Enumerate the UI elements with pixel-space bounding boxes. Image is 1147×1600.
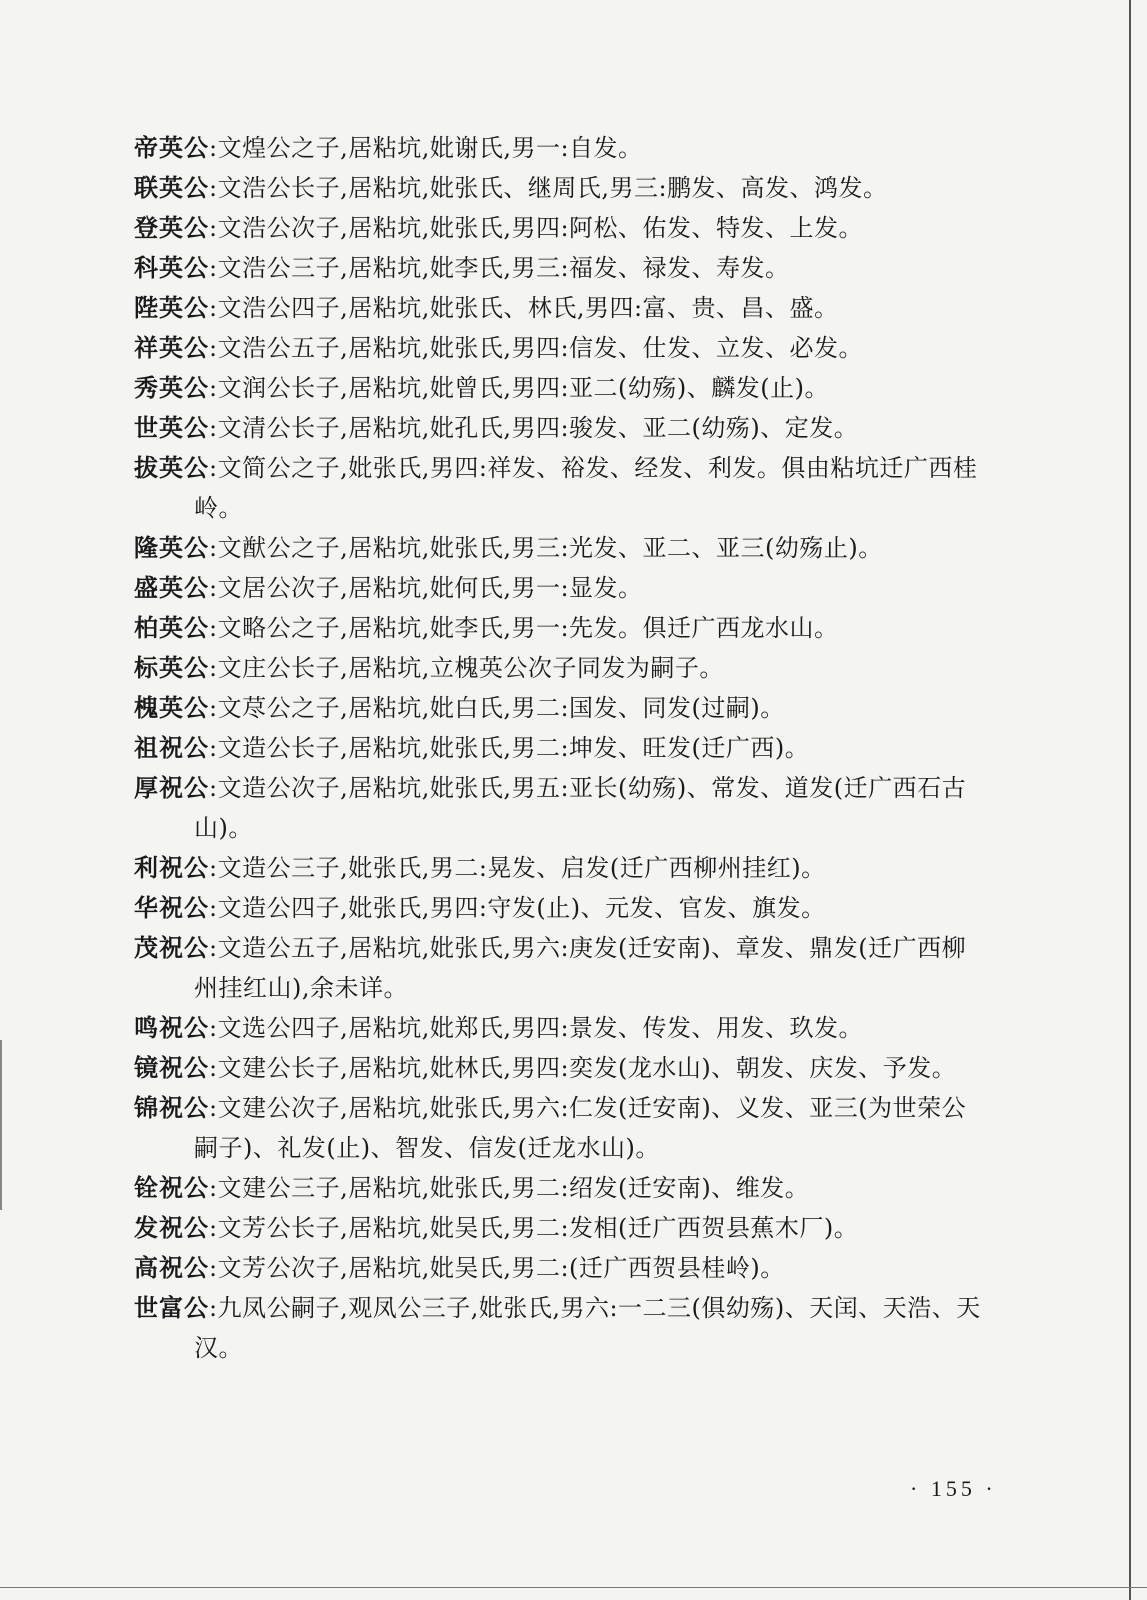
entry-text: :文芳公次子,居粘坑,妣吴氏,男二:(迁广西贺县桂岭)。 [209,1254,785,1282]
entry-text-continuation: 岭。 [194,494,243,522]
entry-name: 鸣祝公 [134,1014,209,1042]
entry-text-continuation: 汉。 [194,1334,243,1362]
genealogy-entry [134,208,1039,248]
genealogy-entry [134,768,1039,848]
genealogy-entry [134,568,1039,608]
entry-text: :文建公长子,居粘坑,妣林氏,男四:奕发(龙水山)、朝发、庆发、予发。 [209,1054,957,1082]
genealogy-entry [134,1168,1039,1208]
entry-text: :文猷公之子,居粘坑,妣张氏,男三:光发、亚二、亚三(幼殇止)。 [209,534,883,562]
entry-name: 祖祝公 [134,734,209,762]
genealogy-entry [134,288,1039,328]
entry-name: 帝英公 [134,134,209,162]
entry-name: 隆英公 [134,534,209,562]
entry-name: 联英公 [134,174,209,202]
genealogy-entries [134,128,1039,1368]
genealogy-entry [134,1248,1039,1288]
entry-text: :文浩公次子,居粘坑,妣张氏,男四:阿松、佑发、特发、上发。 [209,214,864,242]
entry-name: 柏英公 [134,614,209,642]
entry-text: :文略公之子,居粘坑,妣李氏,男一:先发。俱迁广西龙水山。 [209,614,839,642]
genealogy-entry [134,168,1039,208]
genealogy-entry [134,648,1039,688]
genealogy-entry [134,528,1039,568]
genealogy-entry [134,368,1039,408]
entry-text: :文造公四子,妣张氏,男四:守发(止)、元发、官发、旗发。 [209,894,826,922]
bottom-edge-rule [0,1587,1147,1588]
entry-name: 铨祝公 [134,1174,209,1202]
entry-text: :文造公三子,妣张氏,男二:晃发、启发(迁广西柳州挂红)。 [209,854,826,882]
entry-name: 利祝公 [134,854,209,882]
page-number: · 155 · [910,1476,997,1501]
entry-name: 厚祝公 [134,774,209,802]
entry-name: 华祝公 [134,894,209,922]
genealogy-entry [134,688,1039,728]
entry-name: 陛英公 [134,294,209,322]
entry-text-continuation: 嗣子)、礼发(止)、智发、信发(迁龙水山)。 [194,1134,660,1162]
entry-name: 拔英公 [134,454,209,482]
right-edge-rule [1129,0,1131,1600]
entry-text: :文造公五子,居粘坑,妣张氏,男六:庚发(迁安南)、章发、鼎发(迁广西柳 [209,934,967,962]
entry-name: 茂祝公 [134,934,209,962]
entry-text: :文选公四子,居粘坑,妣郑氏,男四:景发、传发、用发、玖发。 [209,1014,864,1042]
entry-text: :文荩公之子,居粘坑,妣白氏,男二:国发、同发(过嗣)。 [209,694,785,722]
entry-name: 秀英公 [134,374,209,402]
entry-name: 世英公 [134,414,209,442]
entry-text: :文居公次子,居粘坑,妣何氏,男一:显发。 [209,574,643,602]
entry-text: :文浩公五子,居粘坑,妣张氏,男四:信发、仕发、立发、必发。 [209,334,864,362]
genealogy-entry [134,1288,1039,1368]
entry-name: 发祝公 [134,1214,209,1242]
genealogy-entry [134,1008,1039,1048]
genealogy-entry [134,728,1039,768]
genealogy-entry [134,1208,1039,1248]
entry-text-continuation: 山)。 [194,814,253,842]
genealogy-entry [134,408,1039,448]
entry-name: 标英公 [134,654,209,682]
entry-name: 镜祝公 [134,1054,209,1082]
entry-text: :文芳公长子,居粘坑,妣吴氏,男二:发相(迁广西贺县蕉木厂)。 [209,1214,859,1242]
entry-text: :文清公长子,居粘坑,妣孔氏,男四:骏发、亚二(幼殇)、定发。 [209,414,859,442]
genealogy-entry [134,1048,1039,1088]
entry-text: :文浩公长子,居粘坑,妣张氏、继周氏,男三:鹏发、高发、鸿发。 [209,174,888,202]
entry-text: :文简公之子,妣张氏,男四:祥发、裕发、经发、利发。俱由粘坑迁广西桂 [209,454,978,482]
entry-text: :文造公次子,居粘坑,妣张氏,男五:亚长(幼殇)、常发、道发(迁广西石古 [209,774,967,802]
genealogy-entry [134,128,1039,168]
entry-text: :文润公长子,居粘坑,妣曾氏,男四:亚二(幼殇)、麟发(止)。 [209,374,830,402]
genealogy-entry [134,328,1039,368]
genealogy-entry [134,248,1039,288]
genealogy-entry [134,448,1039,528]
entry-text: :九凤公嗣子,观凤公三子,妣张氏,男六:一二三(俱幼殇)、天闰、天浩、天 [209,1294,981,1322]
genealogy-entry [134,888,1039,928]
entry-name: 科英公 [134,254,209,282]
entry-text: :文浩公四子,居粘坑,妣张氏、林氏,男四:富、贵、昌、盛。 [209,294,839,322]
genealogy-entry [134,1088,1039,1168]
genealogy-entry [134,928,1039,1008]
entry-text: :文庄公长子,居粘坑,立槐英公次子同发为嗣子。 [209,654,724,682]
entry-text: :文造公长子,居粘坑,妣张氏,男二:坤发、旺发(迁广西)。 [209,734,810,762]
entry-text: :文建公次子,居粘坑,妣张氏,男六:仁发(迁安南)、义发、亚三(为世荣公 [209,1094,967,1122]
genealogy-entry [134,848,1039,888]
genealogy-entry [134,608,1039,648]
entry-text-continuation: 州挂红山),余未详。 [194,974,408,1002]
entry-name: 世富公 [134,1294,209,1322]
entry-name: 盛英公 [134,574,209,602]
entry-text: :文浩公三子,居粘坑,妣李氏,男三:福发、禄发、寿发。 [209,254,790,282]
entry-name: 槐英公 [134,694,209,722]
entry-name: 祥英公 [134,334,209,362]
left-edge-mark [0,1040,2,1210]
entry-name: 登英公 [134,214,209,242]
entry-text: :文煌公之子,居粘坑,妣谢氏,男一:自发。 [209,134,643,162]
entry-text: :文建公三子,居粘坑,妣张氏,男二:绍发(迁安南)、维发。 [209,1174,810,1202]
entry-name: 高祝公 [134,1254,209,1282]
entry-name: 锦祝公 [134,1094,209,1122]
